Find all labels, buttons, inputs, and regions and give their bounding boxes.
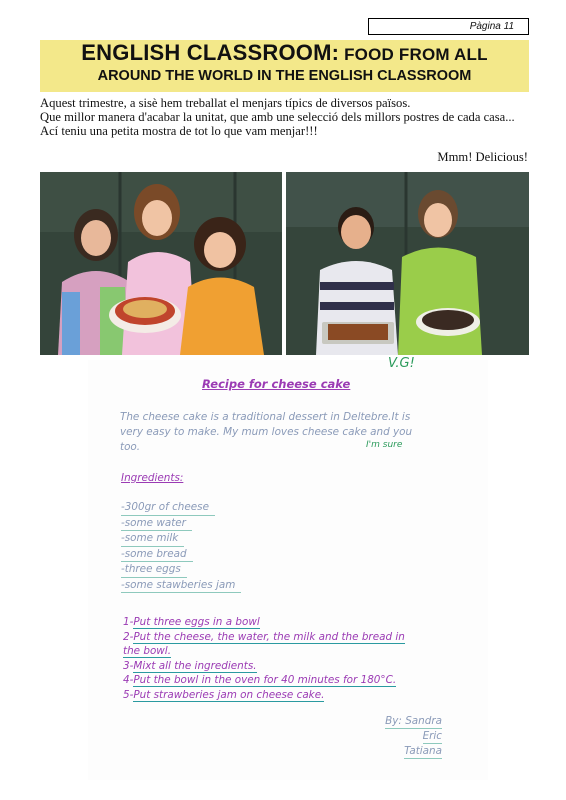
- recipe-title: Recipe for cheese cake: [202, 377, 351, 391]
- step-item: [123, 673, 423, 688]
- step-number: 4-: [123, 674, 134, 687]
- signature-line: By: Sandra: [385, 715, 442, 727]
- step-number: 3-: [123, 659, 134, 672]
- banner-title-main: ENGLISH CLASSROOM:: [81, 40, 340, 65]
- signature-block: [382, 714, 442, 759]
- recipe-intro: The cheese cake is a traditional dessert in Deltebre.It is very easy to make. My mum loves cheese cake and you too.: [120, 411, 413, 453]
- ingredient-item: -some water: [121, 516, 192, 532]
- ingredient-item: -some stawberies jam: [121, 578, 241, 594]
- banner-line-2: AROUND THE WORLD IN THE ENGLISH CLASSROOM: [97, 68, 472, 84]
- title-banner: [40, 40, 529, 92]
- ingredients-heading: Ingredients:: [121, 472, 184, 484]
- page-number-label: Pàgina 11: [368, 18, 529, 35]
- ingredient-item: -some milk: [121, 531, 184, 547]
- intro-line-2: Que millor manera d'acabar la unitat, que amb une selecció dels millors postres de cada casa...: [40, 110, 515, 124]
- banner-line-1: [40, 41, 529, 67]
- signature-line: Tatiana: [404, 745, 442, 757]
- teacher-comment: I'm sure: [366, 440, 403, 450]
- signature-line: Eric: [422, 730, 442, 742]
- step-item: [123, 659, 423, 674]
- intro-paragraph: [40, 96, 530, 138]
- banner-title-rest: FOOD FROM ALL: [344, 45, 488, 64]
- step-number: 2-: [123, 630, 134, 643]
- step-text: Put the cheese, the water, the milk and the bread in the bowl.: [123, 630, 405, 658]
- step-number: 1-: [123, 616, 134, 628]
- step-item: [123, 615, 423, 630]
- step-item: [123, 688, 423, 703]
- ingredients-list: [121, 500, 241, 593]
- photo-girls-with-cake: [40, 172, 282, 355]
- ingredient-item: -three eggs: [121, 562, 187, 578]
- teacher-mark: V.G!: [388, 356, 415, 371]
- step-text: Put strawberies jam on cheese cake.: [133, 688, 325, 701]
- recipe-steps: [123, 615, 423, 703]
- step-text: Put three eggs in a bowl: [133, 616, 260, 628]
- closing-remark: Mmm! Delicious!: [437, 150, 528, 164]
- intro-line-1: Aquest trimestre, a sisè hem treballat el menjars típics de diversos països.: [40, 96, 411, 110]
- ingredient-item: -300gr of cheese: [121, 500, 215, 516]
- step-number: 5-: [123, 688, 134, 701]
- intro-line-3: Ací teniu una petita mostra de tot lo que vam menjar!!!: [40, 124, 318, 138]
- ingredient-item: -some bread: [121, 547, 193, 563]
- step-item: [123, 630, 423, 659]
- step-text: Put the bowl in the oven for 40 minutes for 180°C.: [133, 674, 397, 687]
- step-text: Mixt all the ingredients.: [133, 659, 257, 672]
- photo-boy-girl-with-cakes: [286, 172, 529, 355]
